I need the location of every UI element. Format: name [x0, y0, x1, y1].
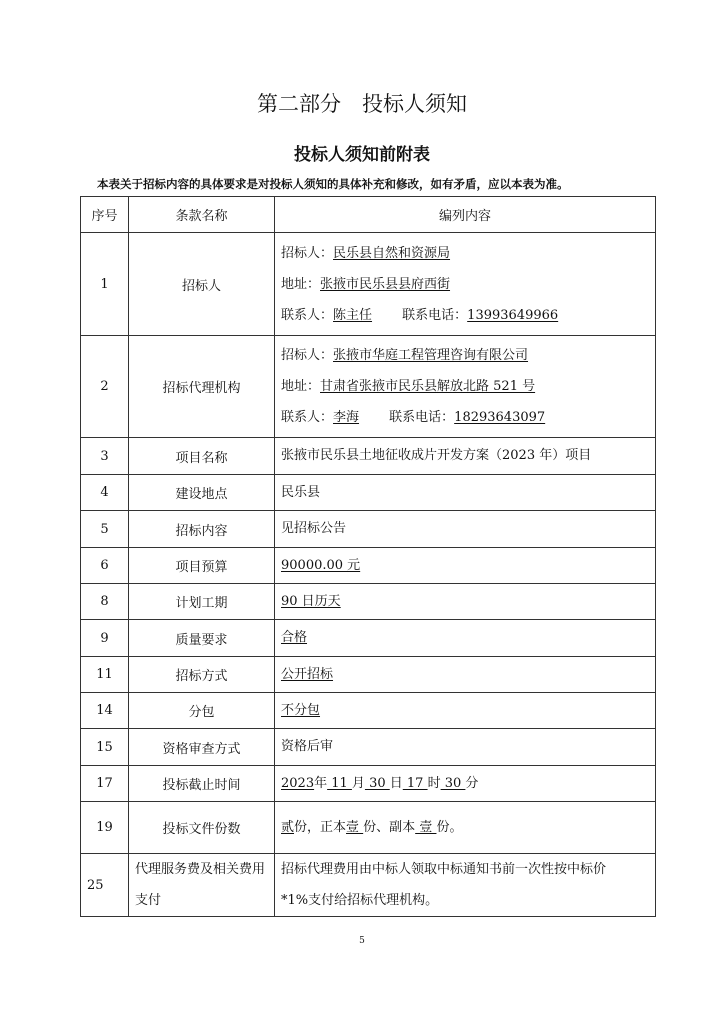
row-number: 8: [81, 584, 129, 620]
clause-content: [275, 511, 656, 548]
filled-value: 民乐县自然和资源局: [333, 245, 451, 261]
page-number: 5: [359, 936, 365, 946]
table-row: [81, 854, 656, 917]
content-line: [281, 663, 649, 687]
clause-content: [275, 584, 656, 620]
clause-name: 招标人: [129, 233, 275, 336]
filled-value: 90000.00 元: [281, 557, 361, 573]
table-row: [81, 766, 656, 802]
table-row: [81, 336, 656, 438]
clause-content: [275, 729, 656, 766]
content-text: 见招标公告: [281, 521, 347, 536]
clause-content: [275, 233, 656, 336]
table-row: [81, 620, 656, 657]
clause-content: [275, 657, 656, 693]
table-title: 投标人须知前附表: [294, 145, 430, 165]
filled-value: 公开招标: [281, 666, 334, 682]
filled-value: 30: [364, 775, 390, 791]
header-clause: 条款名称: [129, 197, 275, 233]
row-number: 4: [81, 475, 129, 511]
content-text: 联系电话：: [359, 410, 455, 425]
clause-name: 招标方式: [129, 657, 275, 693]
content-text: 份，正本: [294, 819, 347, 835]
content-text: 日: [389, 775, 403, 791]
clause-name: 分包: [129, 693, 275, 729]
filled-value: 18293643097: [454, 410, 546, 425]
table-row: [81, 233, 656, 336]
clause-name: 招标代理机构: [129, 336, 275, 438]
table-row: [81, 511, 656, 548]
clause-content: [275, 766, 656, 802]
filled-value: 不分包: [281, 702, 321, 718]
content-text: 联系人：: [281, 410, 334, 425]
clause-name: 资格审查方式: [129, 729, 275, 766]
content-text: 地址：: [281, 379, 321, 394]
content-line: [281, 626, 649, 650]
content-text: 招标人：: [281, 348, 334, 363]
header-content: 编列内容: [275, 197, 656, 233]
row-number: 3: [81, 438, 129, 475]
row-number: 19: [81, 802, 129, 854]
table-row: [81, 438, 656, 475]
row-number: 11: [81, 657, 129, 693]
content-text: 份、副本: [363, 819, 416, 835]
row-number: 5: [81, 511, 129, 548]
content-text: 招标人：: [281, 245, 334, 261]
clause-name: 代理服务费及相关费用支付: [129, 854, 275, 917]
content-line: [281, 269, 649, 300]
clause-content: [275, 548, 656, 584]
content-text: 资格后审: [281, 739, 334, 754]
clause-content: [275, 475, 656, 511]
clause-content: [275, 438, 656, 475]
filled-value: 17: [402, 775, 428, 791]
content-line: [281, 300, 649, 331]
clause-content: [275, 802, 656, 854]
content-line: [281, 371, 649, 402]
row-number: 2: [81, 336, 129, 438]
filled-value: 30: [440, 775, 466, 791]
clause-name: 投标文件份数: [129, 802, 275, 854]
clause-name: 项目名称: [129, 438, 275, 475]
table-row: [81, 475, 656, 511]
filled-value: 90 日历天: [281, 593, 341, 609]
content-line: [281, 590, 649, 614]
content-text: 联系人：: [281, 307, 334, 323]
clause-name: 质量要求: [129, 620, 275, 657]
content-line: [281, 238, 649, 269]
bidder-instructions-table: [80, 196, 656, 917]
table-note: 本表关于招标内容的具体要求是对投标人须知的具体补充和修改，如有矛盾，应以本表为准。: [97, 177, 569, 191]
content-text: 张掖市民乐县土地征收成片开发方案（2023 年）项目: [281, 448, 592, 463]
clause-name: 建设地点: [129, 475, 275, 511]
clause-content: [275, 336, 656, 438]
content-line: [281, 854, 649, 885]
clause-name: 项目预算: [129, 548, 275, 584]
row-number: 1: [81, 233, 129, 336]
part-title: 第二部分 投标人须知: [257, 92, 467, 116]
content-line: [281, 517, 649, 541]
filled-value: 11: [327, 775, 352, 791]
filled-value: 贰: [281, 819, 295, 835]
clause-name: 计划工期: [129, 584, 275, 620]
filled-value: 甘肃省张掖市民乐县解放北路 521 号: [320, 379, 536, 394]
content-text: 份。: [436, 819, 463, 835]
clause-name: 投标截止时间: [129, 766, 275, 802]
content-text: 分: [465, 775, 479, 791]
table-row: [81, 584, 656, 620]
content-line: [281, 885, 649, 916]
filled-value: 陈主任: [333, 307, 373, 323]
content-text: 联系电话：: [372, 307, 468, 323]
content-line: [281, 481, 649, 505]
content-text: 月: [351, 775, 365, 791]
content-line: [281, 402, 649, 433]
row-number: 17: [81, 766, 129, 802]
row-number: 9: [81, 620, 129, 657]
content-text: 年: [314, 775, 328, 791]
filled-value: 李海: [333, 410, 360, 425]
filled-value: 合格: [281, 630, 308, 645]
filled-value: 张掖市华庭工程管理咨询有限公司: [333, 348, 529, 363]
content-text: 民乐县: [281, 484, 321, 500]
content-text: 地址：: [281, 276, 321, 292]
table-row: [81, 548, 656, 584]
content-line: [281, 340, 649, 371]
content-line: [281, 816, 649, 840]
table-row: [81, 693, 656, 729]
filled-value: 壹: [346, 819, 364, 835]
filled-value: 张掖市民乐县县府西街: [320, 276, 451, 292]
filled-value: 13993649966: [467, 307, 559, 323]
content-text: 时: [427, 775, 441, 791]
table-row: [81, 729, 656, 766]
clause-content: [275, 620, 656, 657]
clause-name: 招标内容: [129, 511, 275, 548]
filled-value: 2023: [281, 775, 315, 791]
filled-value: 壹: [415, 819, 437, 835]
clause-content: [275, 693, 656, 729]
table-header-row: [81, 197, 656, 233]
row-number: 6: [81, 548, 129, 584]
table-row: [81, 802, 656, 854]
content-text: 招标代理费用由中标人领取中标通知书前一次性按中标价: [281, 862, 607, 877]
row-number: 25: [81, 854, 129, 917]
header-no: 序号: [81, 197, 129, 233]
content-line: [281, 554, 649, 578]
clause-content: [275, 854, 656, 917]
row-number: 15: [81, 729, 129, 766]
content-line: [281, 699, 649, 723]
content-line: [281, 735, 649, 759]
row-number: 14: [81, 693, 129, 729]
content-line: [281, 772, 649, 796]
content-text: *1%支付给招标代理机构。: [281, 893, 439, 908]
table-row: [81, 657, 656, 693]
content-line: [281, 444, 649, 468]
